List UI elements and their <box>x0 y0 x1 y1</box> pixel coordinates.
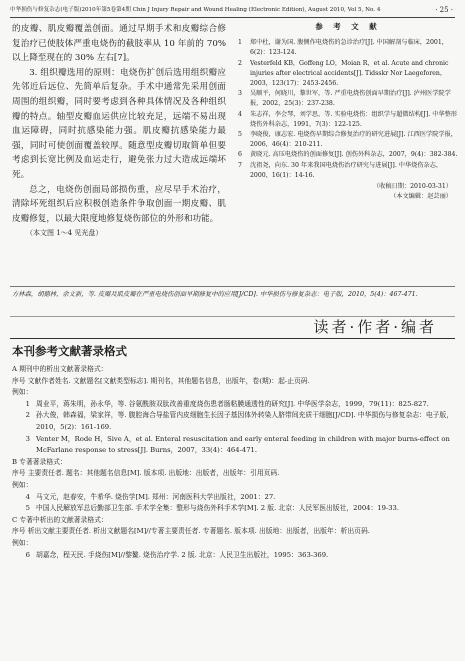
example-label: 例如： <box>12 480 33 489</box>
received-date: （收稿日期：2010-03-31） <box>373 183 452 191</box>
citation-rule-bottom <box>10 316 455 317</box>
editor-note: （本文编辑：赵芸丽） <box>390 193 452 201</box>
references-heading: 参 考 文 献 <box>315 22 381 31</box>
journal-info: 中华损伤与修复杂志(电子版)2010年第5卷第4期 Chin J Injury Repair and Wound Healing (Electronic Edition), August 2010, Vol 5, No. 4 <box>10 7 381 13</box>
article-body-column <box>12 22 226 274</box>
example-label: 例如： <box>12 388 33 397</box>
format-order: 序号 析出文献主要责任者. 析出文献题名[M]//专著主要责任者. 专著题名. 版本项. 出版地：出版者，出版年：析出页码. <box>12 527 370 536</box>
example-label: 例如： <box>12 538 33 547</box>
example-item: 4 马文元，赵春安，牛希华. 烧伤学[M]. 郑州：河南医科大学出版社，2001：27. <box>25 492 276 501</box>
format-order: 序号 文献作者姓名. 文献题名[文献类型标志]. 期刊名，其他题名信息，出版年，卷(期)：起-止页码. <box>12 376 310 385</box>
section-heading: C 专著中析出的文献著录格式： <box>12 515 108 524</box>
example-item: 3 Venter M，Rode H，Sive A，et al. Enteral resuscitation and early enteral feeding in children with major burns-effect on McFarlane response to stress[J]. Burns，2007，33(4)：464-471. <box>25 434 450 455</box>
banner-rule <box>10 338 455 339</box>
example-item: 2 孙大俊，韩森福，梁家祥，等. 腹腔海合导盐管内皮细胞生长因子基因体外转染人脐带间充质干细胞[J/CD]. 中华损伤与修复杂志：电子版，2010，5(2)：161-169. <box>25 411 454 431</box>
reference-item: 2 Vesterfeld KB，Goffeng LO，Moian R，et al. Acute and chronic injuries after electrical accidents[J]. Tidsskr Nor Laegeforen，2003，123(17)：2453-2456. <box>238 59 449 88</box>
example-item: 1 周业平，蒋朱明，孙永华，等. 谷氨酰胺双肽改善重度烧伤患者肠粘膜通透性的研究[J]. 中华医学杂志，1999，79(11)：825-827. <box>25 399 429 408</box>
header-rule <box>10 17 455 18</box>
body-paragraph: 的皮瓣、肌皮瓣覆盖创面。通过早期手术和皮瓣综合修复治疗已使肢体严重电烧伤的截肢率从 10 年前的 70% 以上降至现在的 30% 左右[7]。 <box>12 24 226 64</box>
reference-format-guide <box>12 364 457 561</box>
section-banner: 读者·作者·编者 <box>313 318 437 336</box>
section-heading: B 专著著录格式： <box>12 457 67 466</box>
example-item: 5 中国人民解放军总后勤部卫生部. 手术学全集：整形与烧伤外科手术学[M]. 2 版. 北京：人民军医出版社，2004：19-33. <box>25 504 400 513</box>
format-order: 序号 主要责任者. 题名：其他题名信息[M]. 版本项. 出版地：出版者，出版年：引用页码. <box>12 469 280 478</box>
page-number: · 25 · <box>435 6 453 14</box>
running-header <box>10 4 455 16</box>
reference-item: 7 沈祖尧，向东. 30 年来我国电烧伤治疗研究与进展[J]. 中华烧伤杂志，2000，16(1)：14-16. <box>238 161 443 179</box>
section-heading: A 期刊中的析出文献著录格式： <box>12 365 108 373</box>
reference-item: 4 朱志祥，李会琴，刘学思，等. 实验电烧伤：组织学与超微结构[J]. 中华整形烧伤外科杂志，1991，7(3)：122-125. <box>238 110 457 128</box>
citation-text: 方林森，胡德林，余文新，等. 皮瓣及肌皮瓣在严重电烧伤创面早期修复中的应用[J/CD]. 中华损伤与修复杂志：电子版，2010，5(4)：467-471. <box>12 291 418 298</box>
references-column <box>238 22 458 282</box>
body-paragraph: 3. 组织瓣选用的原则：电烧伤扩创后选用组织瓣应先邻近后远位、先简单后复杂。手术中通常先采用创面周围的组织瓣，同时要考虑到各种具体情况及各种组织瓣的特点。轴型皮瓣血运供应比较充足，远端不易出现血运障碍，同时抗感染能力强。肌皮瓣抗感染能力最强，同时可使创面覆盖较厚。随意型皮瓣切取简单但要考虑到长宽比例及血运走行，避免张力过大造成远端坏死。 <box>12 67 226 180</box>
reference-item: 1 郑中杜，谢为国. 腹侧作电烧伤的急诊治疗[J]. 中国解剖与临床，2001，6(2)：123-124. <box>238 39 448 57</box>
readers-corner-band <box>10 318 455 336</box>
reference-item: 3 吴顺平，何晓川，黎世军，等. 严重电烧伤创面早期治疗[J]. 泸州医学院学报，2002，25(3)：237-238. <box>238 90 451 108</box>
example-item: 6 胡嘉念，程天民. 手烧伤[M]//黎鳌. 烧伤治疗学. 2 版. 北京：人民卫生出版社，1995：363-369. <box>25 550 329 559</box>
body-paragraph: 总之，电烧伤创面局部损伤重，应尽早手术治疗，清除坏死组织后应积极创造条件争取创面一期皮瓣、肌皮瓣修复，以最大限度地修复烧伤部位的外形和功能。 <box>12 184 226 224</box>
reference-item: 6 黄晓元. 高压电烧伤的创面修复[J]. 创伤外科杂志，2007，9(4)：382-384. <box>238 151 458 159</box>
reference-item: 5 李晓俊，康志宏. 电烧伤早期综合修复治疗的研究进展[J]. 江西医学院学报，2006，46(4)：210-211. <box>238 131 457 149</box>
page-title: 本刊参考文献著录格式 <box>12 344 127 358</box>
citation-rule <box>10 286 455 287</box>
figure-note: （本文图 1～4 见光盘） <box>26 229 103 238</box>
dates-block <box>238 182 458 202</box>
